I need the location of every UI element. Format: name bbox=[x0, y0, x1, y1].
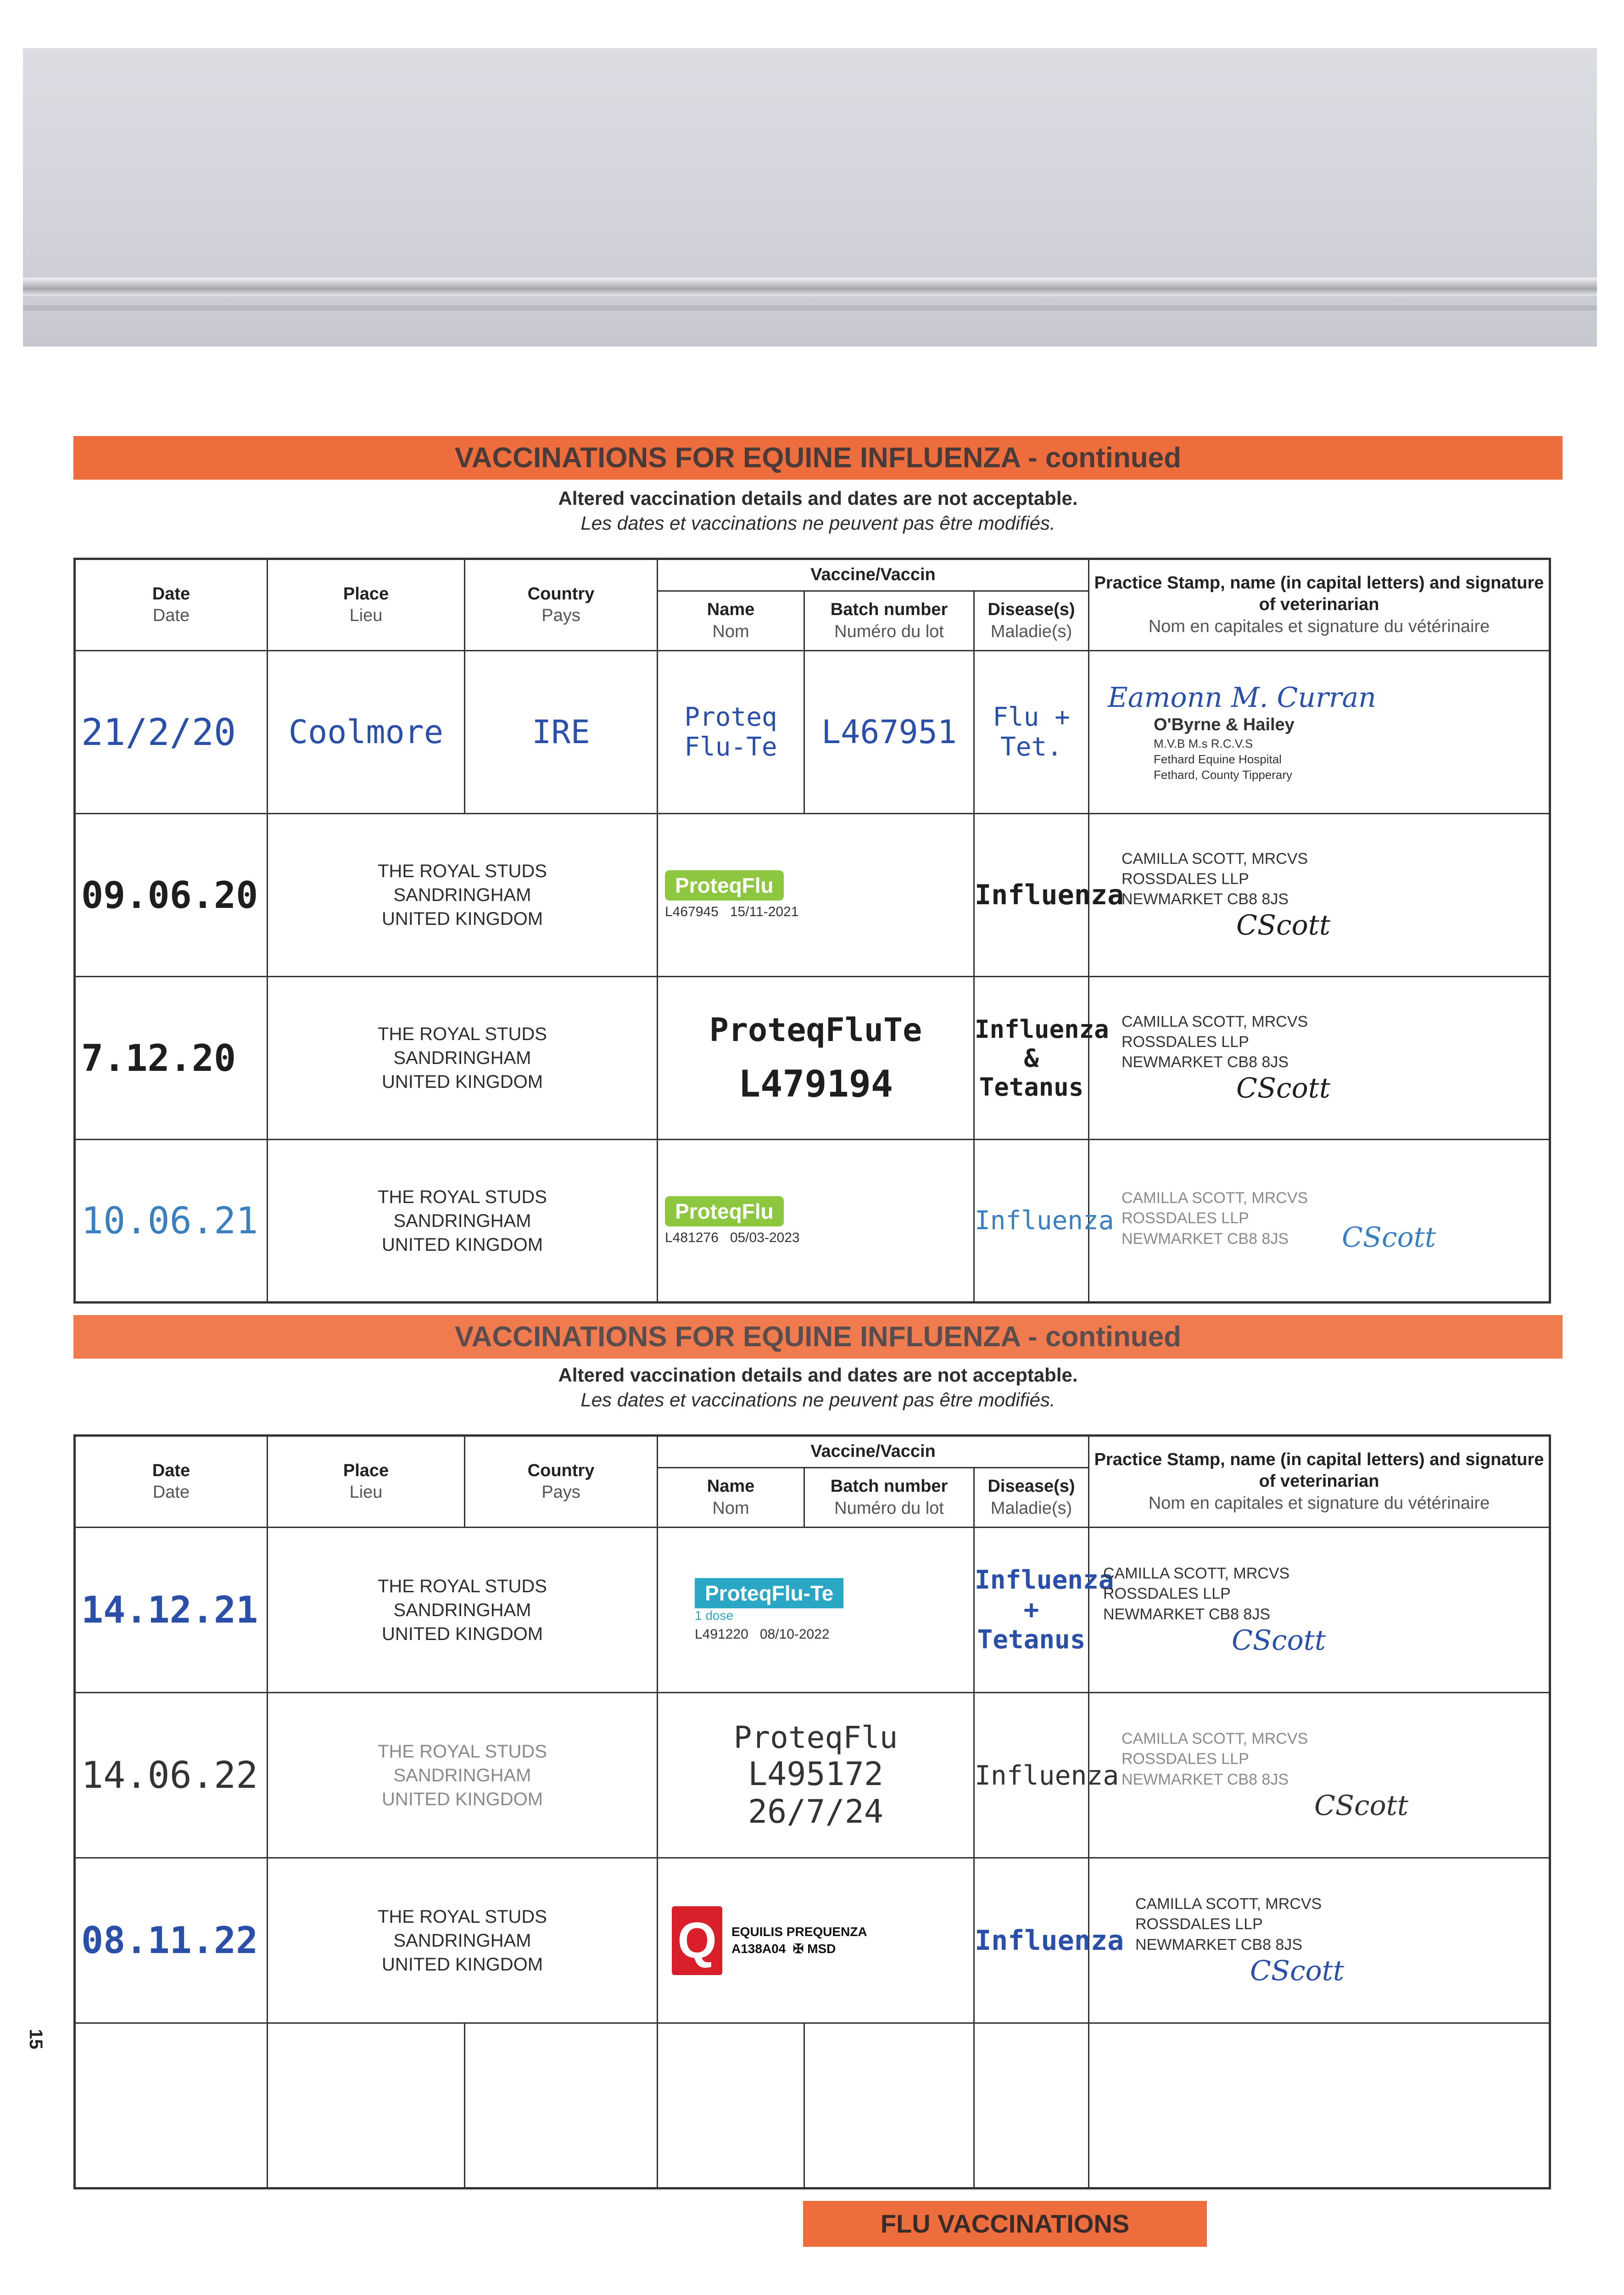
disease-value: Influenza & Tetanus bbox=[975, 1014, 1109, 1102]
table-row bbox=[75, 1140, 1550, 1303]
label-lot: L467945 15/11-2021 bbox=[665, 904, 799, 919]
batch-value: L479194 bbox=[738, 1062, 893, 1105]
section-notice bbox=[73, 487, 1563, 534]
header-name: Name Nom bbox=[658, 1468, 804, 1528]
place-stamp: THE ROYAL STUDS SANDRINGHAM UNITED KINGDOM bbox=[378, 1187, 547, 1255]
header-country: Country Pays bbox=[465, 559, 658, 651]
table-row bbox=[75, 651, 1550, 814]
vet-signature: CScott bbox=[1236, 909, 1330, 942]
section-notice bbox=[73, 1364, 1563, 1411]
header-vaccine: Vaccine/Vaccin bbox=[658, 559, 1089, 591]
header-date: Date Date bbox=[75, 559, 268, 651]
vet-signature: CScott bbox=[1342, 1221, 1436, 1254]
vet-stamp: CAMILLA SCOTT, MRCVS ROSSDALES LLP NEWMARKET CB8 8JS bbox=[1122, 850, 1308, 908]
vaccine-name-value: Proteq Flu-Te bbox=[684, 702, 777, 762]
header-batch: Batch number Numéro du lot bbox=[804, 591, 974, 651]
equilis-q-logo: Q bbox=[672, 1906, 722, 1975]
vet-stamp: CAMILLA SCOTT, MRCVS ROSSDALES LLP NEWMARKET CB8 8JS bbox=[1135, 1895, 1322, 1954]
place-stamp: THE ROYAL STUDS SANDRINGHAM UNITED KINGDOM bbox=[378, 1024, 547, 1092]
place-stamp: THE ROYAL STUDS SANDRINGHAM UNITED KINGDOM bbox=[378, 861, 547, 929]
date-value: 08.11.22 bbox=[81, 1919, 258, 1962]
vaccine-name-value: ProteqFluTe bbox=[709, 1011, 922, 1049]
lid-rail-edge bbox=[23, 305, 1597, 311]
label-lot: L481276 05/03-2023 bbox=[665, 1230, 800, 1245]
batch-value: L467951 bbox=[821, 713, 957, 751]
vaccine-label: ProteqFlu-Te bbox=[695, 1578, 843, 1608]
disease-value: Flu + Tet. bbox=[993, 702, 1070, 762]
disease-value: Influenza + Tetanus bbox=[975, 1565, 1114, 1655]
vet-signature: CScott bbox=[1232, 1624, 1326, 1657]
vet-signature: CScott bbox=[1314, 1789, 1408, 1822]
label-dose: 1 dose bbox=[695, 1608, 734, 1623]
vaccination-table-1 bbox=[73, 558, 1551, 1304]
vet-signature: CScott bbox=[1250, 1954, 1344, 1987]
table-row bbox=[75, 977, 1550, 1140]
disease-value: Influenza bbox=[975, 879, 1124, 911]
table-row-empty bbox=[75, 2023, 1550, 2189]
notice-fr: Les dates et vaccinations ne peuvent pas être modifiés. bbox=[580, 1389, 1055, 1411]
place-stamp: THE ROYAL STUDS SANDRINGHAM UNITED KINGDOM bbox=[378, 1741, 547, 1809]
batch-value: L495172 bbox=[748, 1755, 883, 1793]
table-row bbox=[75, 1858, 1550, 2023]
disease-value: Influenza bbox=[975, 1206, 1114, 1236]
page-number: 15 bbox=[25, 2029, 46, 2049]
header-stamp: Practice Stamp, name (in capital letters) and signature of veterinarian Nom en capitales et signature du vétérinaire bbox=[1089, 559, 1550, 651]
vet-stamp: CAMILLA SCOTT, MRCVS ROSSDALES LLP NEWMARKET CB8 8JS bbox=[1103, 1565, 1290, 1623]
header-disease: Disease(s) Maladie(s) bbox=[974, 591, 1089, 651]
label-lot: L491220 08/10-2022 bbox=[695, 1626, 830, 1642]
vaccination-table-2 bbox=[73, 1434, 1551, 2189]
section-banner: VACCINATIONS FOR EQUINE INFLUENZA - continued bbox=[73, 436, 1563, 480]
scanner-lid-strip bbox=[23, 48, 1597, 347]
batch-date-value: 26/7/24 bbox=[748, 1793, 883, 1830]
date-value: 21/2/20 bbox=[81, 711, 236, 754]
header-place: Place Lieu bbox=[268, 559, 465, 651]
header-disease: Disease(s) Maladie(s) bbox=[974, 1468, 1089, 1528]
header-stamp: Practice Stamp, name (in capital letters) and signature of veterinarian Nom en capitales et signature du vétérinaire bbox=[1089, 1436, 1550, 1528]
notice-en: Altered vaccination details and dates are not acceptable. bbox=[558, 487, 1078, 509]
date-value: 14.12.21 bbox=[81, 1589, 258, 1631]
vet-signature: Eamonn M. Curran bbox=[1108, 681, 1376, 714]
place-value: Coolmore bbox=[288, 713, 444, 751]
disease-value: Influenza bbox=[975, 1759, 1119, 1791]
table-row bbox=[75, 1528, 1550, 1693]
place-stamp: THE ROYAL STUDS SANDRINGHAM UNITED KINGDOM bbox=[378, 1906, 547, 1975]
vaccine-label: ProteqFlu bbox=[665, 1196, 784, 1226]
vaccine-label: ProteqFlu bbox=[665, 870, 784, 901]
vaccine-label bbox=[672, 1906, 973, 1975]
vet-signature: CScott bbox=[1236, 1072, 1330, 1105]
header-date: Date Date bbox=[75, 1436, 268, 1528]
label-lot: A138A04 ✠ MSD bbox=[731, 1941, 836, 1956]
table-row bbox=[75, 814, 1550, 977]
section-banner: VACCINATIONS FOR EQUINE INFLUENZA - continued bbox=[73, 1315, 1563, 1359]
date-value: 09.06.20 bbox=[81, 873, 258, 917]
header-name: Name Nom bbox=[658, 591, 804, 651]
msd-icon: ✠ bbox=[792, 1941, 804, 1956]
disease-value: Influenza bbox=[975, 1924, 1124, 1957]
table-row bbox=[75, 1693, 1550, 1858]
vet-stamp: CAMILLA SCOTT, MRCVS ROSSDALES LLP NEWMARKET CB8 8JS bbox=[1122, 1013, 1308, 1071]
header-country: Country Pays bbox=[465, 1436, 658, 1528]
country-value: IRE bbox=[532, 713, 590, 751]
header-place: Place Lieu bbox=[268, 1436, 465, 1528]
vaccine-name-value: ProteqFlu bbox=[733, 1720, 898, 1755]
date-value: 10.06.21 bbox=[81, 1199, 258, 1242]
vet-stamp: CAMILLA SCOTT, MRCVS ROSSDALES LLP NEWMARKET CB8 8JS bbox=[1122, 1730, 1308, 1788]
vet-stamp: O'Byrne & Hailey M.V.B M.s R.C.V.S Fethard Equine Hospital Fethard, County Tipperary bbox=[1154, 715, 1295, 782]
place-stamp: THE ROYAL STUDS SANDRINGHAM UNITED KINGDOM bbox=[378, 1576, 547, 1644]
header-vaccine: Vaccine/Vaccin bbox=[658, 1436, 1089, 1468]
header-batch: Batch number Numéro du lot bbox=[804, 1468, 974, 1528]
date-value: 14.06.22 bbox=[81, 1754, 258, 1797]
date-value: 7.12.20 bbox=[81, 1036, 236, 1080]
label-product: EQUILIS PREQUENZA bbox=[731, 1925, 867, 1939]
footer-banner: FLU VACCINATIONS bbox=[803, 2201, 1207, 2247]
notice-fr: Les dates et vaccinations ne peuvent pas être modifiés. bbox=[580, 512, 1055, 534]
lid-rail bbox=[23, 278, 1597, 296]
notice-en: Altered vaccination details and dates are not acceptable. bbox=[558, 1364, 1078, 1386]
vet-stamp: CAMILLA SCOTT, MRCVS ROSSDALES LLP NEWMARKET CB8 8JS bbox=[1122, 1189, 1308, 1248]
